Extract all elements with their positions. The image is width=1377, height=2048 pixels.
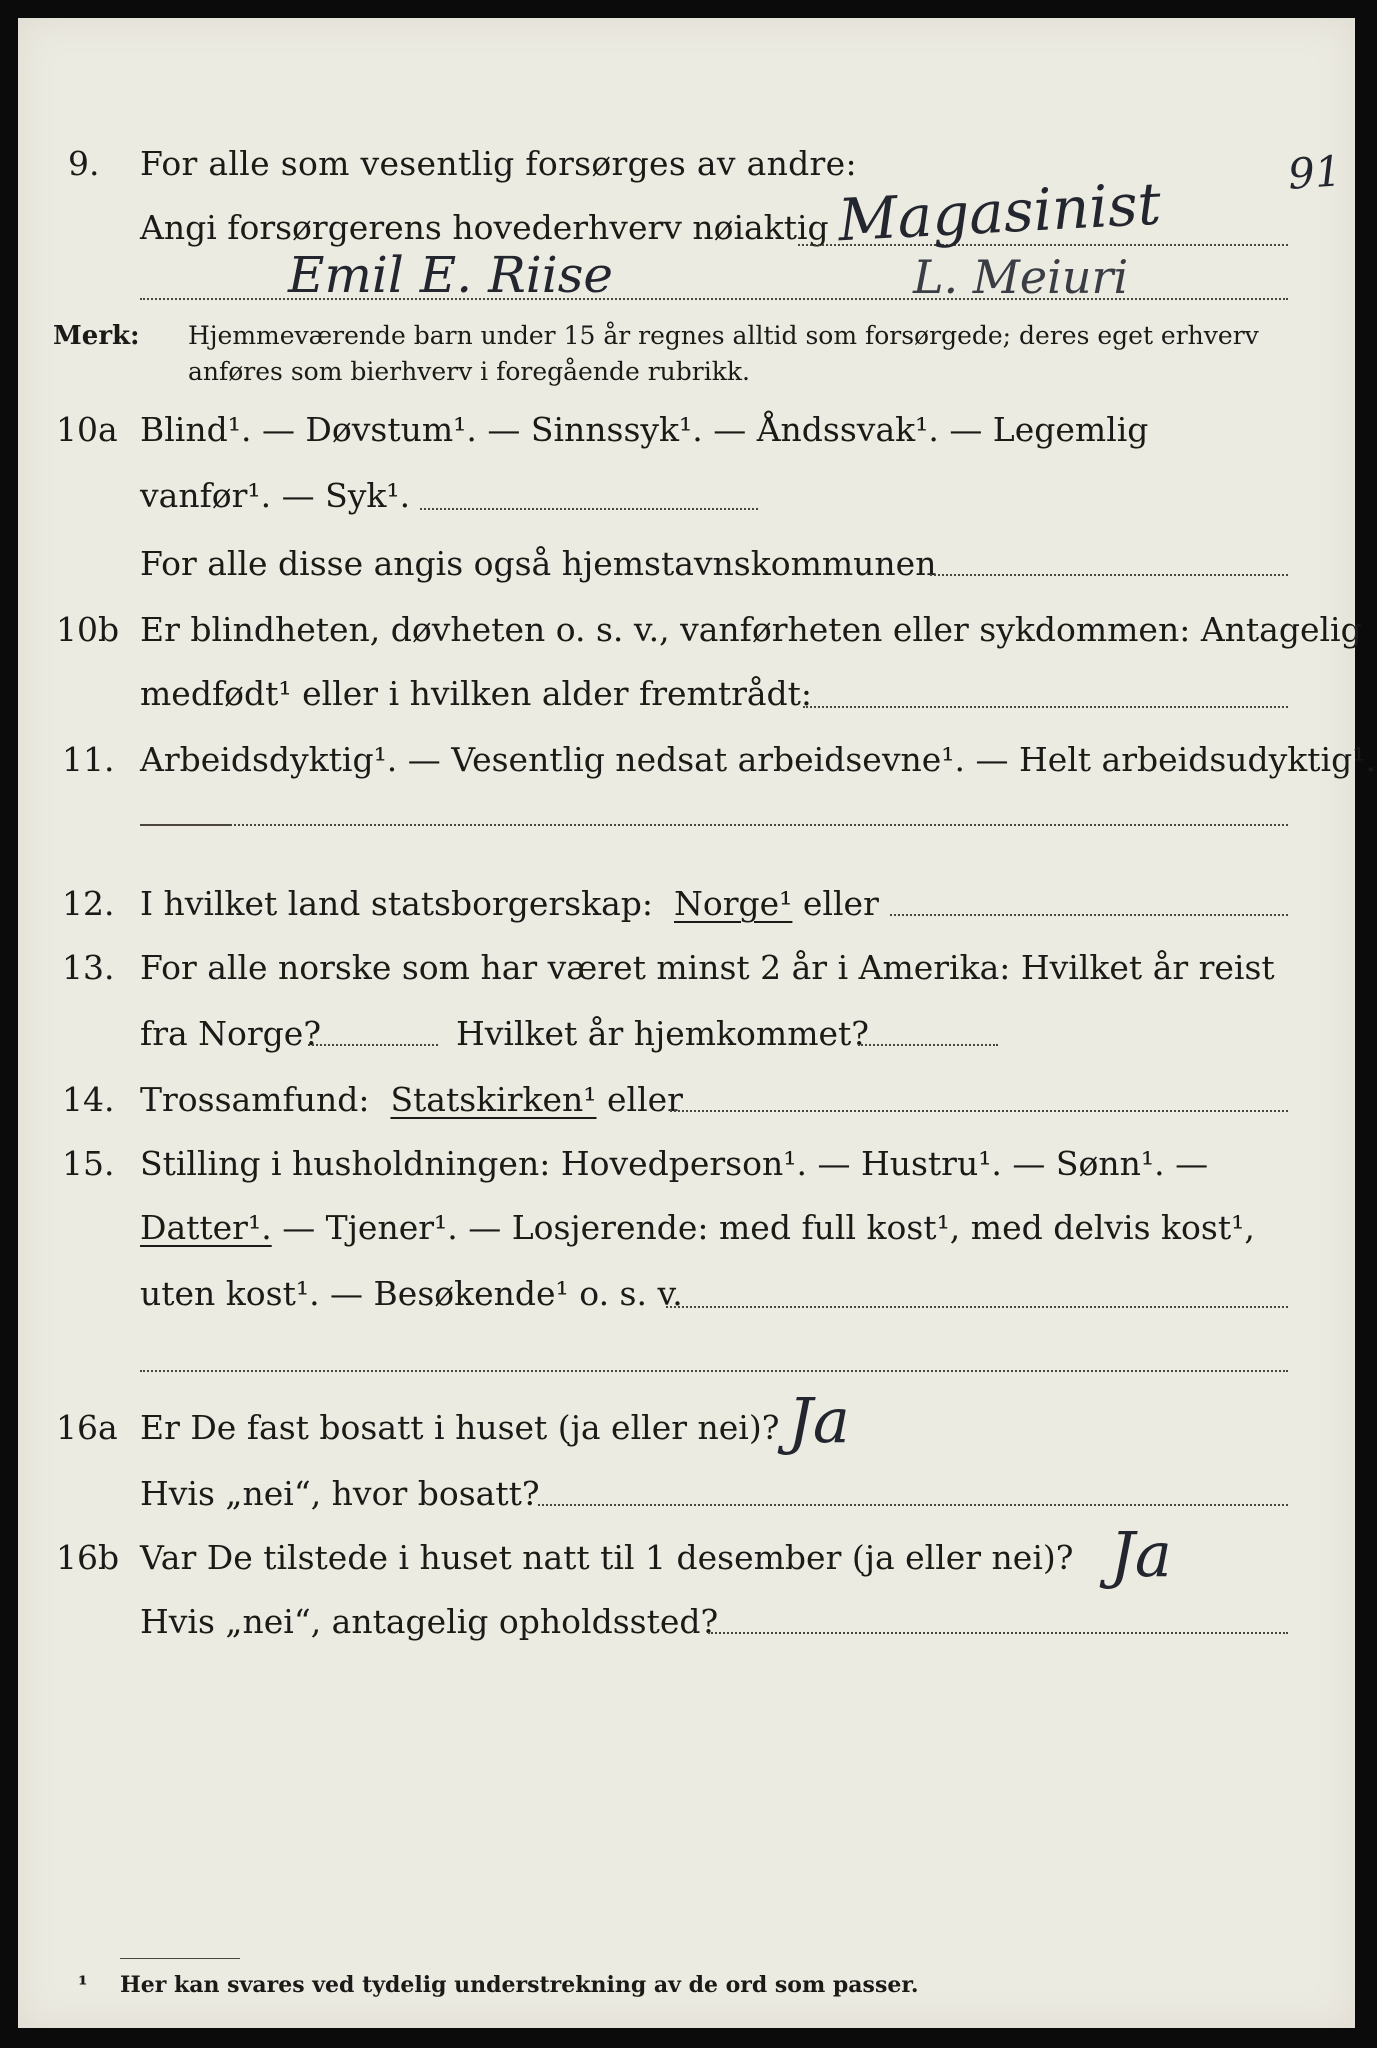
q15-line2 [140, 1208, 1255, 1248]
q16a-answer-line [538, 1504, 1288, 1506]
q16b-handwritten-answer: Ja [1110, 1518, 1172, 1591]
q15-underlined-answer: Datter¹. [140, 1208, 272, 1247]
q16b-answer-line [708, 1632, 1288, 1634]
q12-line [140, 884, 879, 924]
q16a-handwritten-answer: Ja [788, 1384, 850, 1457]
q11-line1: Arbeidsdyktig¹. — Vesentlig nedsat arbeidsevne¹. — Helt arbeidsudyktig¹. [140, 740, 1376, 779]
q10a-answer-line [420, 508, 758, 510]
q15-line1: Stilling i husholdningen: Hovedperson¹. — Hustru¹. — Sønn¹. — [140, 1144, 1209, 1183]
q14-question: Trossamfund: [140, 1080, 370, 1119]
q12-underlined-answer: Norge¹ [674, 884, 793, 923]
footnote-text: Her kan svares ved tydelig understrekning av de ord som passer. [120, 1972, 919, 1998]
q15-number: 15. [62, 1144, 115, 1183]
q16b-line1: Var De tilstede i huset natt til 1 desember (ja eller nei)? [140, 1538, 1074, 1577]
footnote-rule [120, 1958, 240, 1959]
q13-line2a: fra Norge? [140, 1014, 322, 1053]
q14-answer-line [670, 1110, 1288, 1112]
merk-line1: Hjemmeværende barn under 15 år regnes alltid som forsørgede; deres eget erhverv [188, 321, 1259, 350]
q10a-line2: vanfør¹. — Syk¹. [140, 476, 411, 515]
q10b-number: 10b [56, 610, 120, 649]
q14-line [140, 1080, 683, 1120]
merk-label: Merk: [53, 321, 140, 351]
q13-answer-line-2 [858, 1044, 998, 1046]
q14-number: 14. [62, 1080, 115, 1119]
q9-handwritten-name: Emil E. Riise [288, 246, 613, 304]
q9-line1: For alle som vesentlig forsørges av andre: [140, 144, 857, 183]
q10b-answer-line [803, 706, 1288, 708]
q15-answer-line-2 [140, 1370, 1288, 1372]
q15-line2-rest: — Tjener¹. — Losjerende: med full kost¹, med delvis kost¹, [282, 1208, 1255, 1247]
q16a-line1: Er De fast bosatt i huset (ja eller nei)? [140, 1408, 780, 1447]
q10b-line2: medfødt¹ eller i hvilken alder fremtrådt: [140, 674, 813, 713]
q10a-line3: For alle disse angis også hjemstavnskommunen [140, 544, 937, 583]
q13-number: 13. [62, 948, 115, 987]
q9-number: 9. [68, 144, 100, 183]
q12-answer-line [890, 914, 1288, 916]
q16b-line2: Hvis „nei“, antagelig opholdssted? [140, 1602, 719, 1641]
q16a-line2: Hvis „nei“, hvor bosatt? [140, 1474, 540, 1513]
q16a-number: 16a [56, 1408, 118, 1447]
census-form-page [18, 18, 1376, 2028]
merk-line2: anføres som bierhverv i foregående rubrikk. [188, 357, 750, 386]
q10a-line1: Blind¹. — Døvstum¹. — Sinnssyk¹. — Åndssvak¹. — Legemlig [140, 410, 1149, 449]
q10a-number: 10a [56, 410, 118, 449]
q14-eller: eller [607, 1080, 683, 1119]
q13-line1: For alle norske som har været minst 2 år i Amerika: Hvilket år reist [140, 948, 1275, 987]
q11-answer-line [230, 824, 1288, 826]
q10b-line1: Er blindheten, døvheten o. s. v., vanførheten eller sykdommen: Antagelig [140, 610, 1362, 649]
q11-answer-rule [140, 824, 230, 826]
q13-answer-line-1 [308, 1044, 438, 1046]
q9-handwritten-note: L. Meiuri [913, 250, 1129, 304]
q12-eller: eller [802, 884, 879, 923]
q9-line2: Angi forsørgerens hovederhverv nøiaktig [140, 208, 829, 247]
q15-line3: uten kost¹. — Besøkende¹ o. s. v. [140, 1274, 683, 1313]
q12-question: I hvilket land statsborgerskap: [140, 884, 654, 923]
q13-line2b: Hvilket år hjemkommet? [456, 1014, 869, 1053]
q16b-number: 16b [56, 1538, 120, 1577]
q10a-answer-line-2 [930, 574, 1288, 576]
q11-number: 11. [62, 740, 115, 779]
q15-answer-line [666, 1306, 1288, 1308]
q12-number: 12. [62, 884, 115, 923]
q9-corner-mark: 91 [1286, 146, 1344, 199]
q9-handwritten-occupation: Magasinist [836, 169, 1163, 255]
q14-underlined-answer: Statskirken¹ [390, 1080, 597, 1119]
footnote-mark: ¹ [78, 1972, 88, 1998]
